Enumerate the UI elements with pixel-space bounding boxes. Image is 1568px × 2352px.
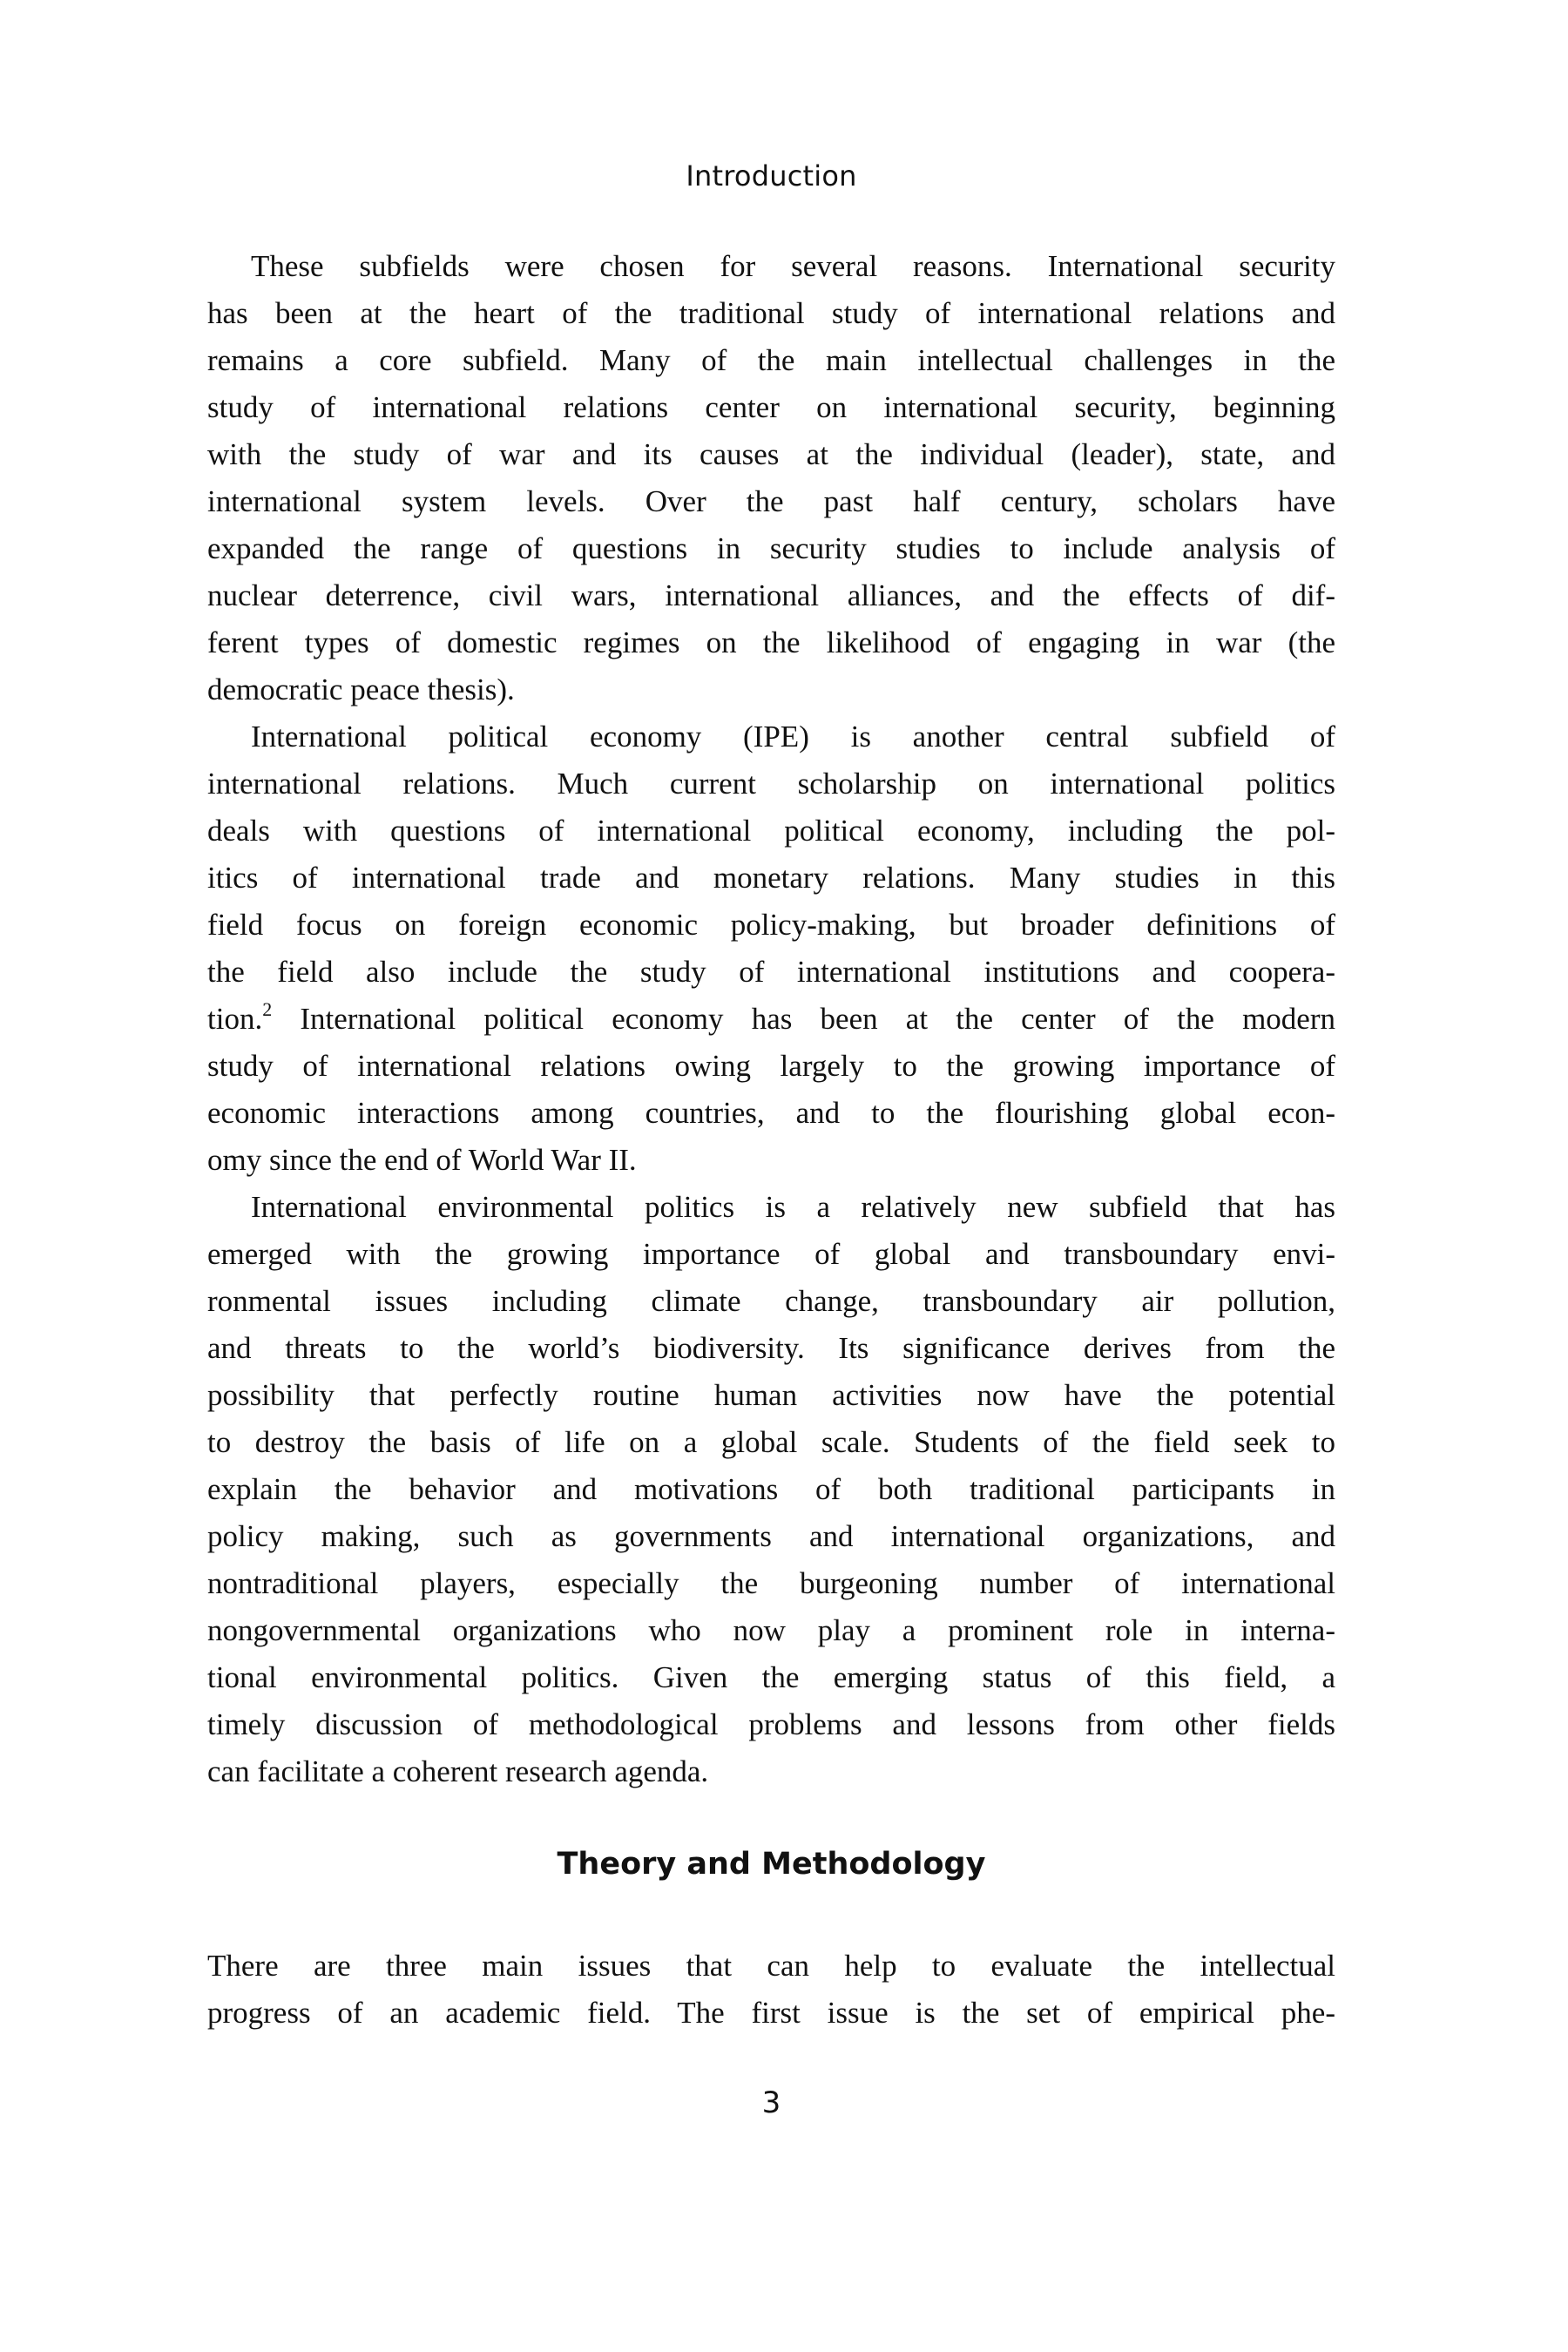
- text-line: the field also include the study of international institutions and coopera-: [207, 955, 1335, 989]
- text-line: There are three main issues that can help to evaluate the intellectual: [207, 1949, 1335, 1983]
- section-body-text: [207, 1943, 1335, 2037]
- text-line: ronmental issues including climate change, transboundary air pollution,: [207, 1284, 1335, 1318]
- text-line: to destroy the basis of life on a global scale. Students of the field seek to: [207, 1425, 1335, 1459]
- text-line: deals with questions of international political economy, including the pol-: [207, 814, 1335, 848]
- body-text: [207, 243, 1335, 1795]
- text-line: study of international relations center on international security, beginning: [207, 390, 1335, 424]
- text-line: and threats to the world’s biodiversity. Its significance derives from the: [207, 1331, 1335, 1365]
- text-line: policy making, such as governments and international organizations, and: [207, 1519, 1335, 1553]
- running-head: Introduction: [686, 159, 857, 193]
- paragraph-security: [207, 243, 1335, 713]
- text-line: remains a core subfield. Many of the main intellectual challenges in the: [207, 343, 1335, 377]
- paragraph-ipe: [207, 713, 1335, 1184]
- footnote-marker[interactable]: 2: [262, 998, 273, 1021]
- text-fragment: tion.: [207, 1002, 263, 1036]
- text-line: tional environmental politics. Given the emerging status of this field, a: [207, 1660, 1335, 1694]
- text-line: study of international relations owing largely to the growing importance of: [207, 1049, 1335, 1083]
- text-line: has been at the heart of the traditional study of international relations and: [207, 296, 1335, 330]
- text-line: progress of an academic field. The first issue is the set of empirical phe-: [207, 1996, 1335, 2030]
- text-line: emerged with the growing importance of global and transboundary envi-: [207, 1237, 1335, 1271]
- text-line: nontraditional players, especially the burgeoning number of international: [207, 1566, 1335, 1600]
- text-line: can facilitate a coherent research agenda.: [207, 1754, 709, 1788]
- text-line-with-footnote: [207, 996, 1335, 1043]
- text-line: International political economy (IPE) is another central subfield of: [251, 720, 1335, 754]
- text-line: These subfields were chosen for several reasons. International security: [251, 249, 1335, 283]
- text-line: international relations. Much current scholarship on international politics: [207, 767, 1335, 801]
- text-line: expanded the range of questions in security studies to include analysis of: [207, 531, 1335, 565]
- text-line: democratic peace thesis).: [207, 672, 515, 706]
- text-line: itics of international trade and monetary relations. Many studies in this: [207, 861, 1335, 895]
- text-line: with the study of war and its causes at the individual (leader), state, and: [207, 437, 1335, 471]
- text-line: ferent types of domestic regimes on the likelihood of engaging in war (the: [207, 625, 1335, 659]
- text-line: possibility that perfectly routine human activities now have the potential: [207, 1378, 1335, 1412]
- text-line: field focus on foreign economic policy-making, but broader definitions of: [207, 908, 1335, 942]
- text-line: international system levels. Over the past half century, scholars have: [207, 484, 1335, 518]
- text-line: International environmental politics is a relatively new subfield that has: [251, 1190, 1335, 1224]
- text-line: omy since the end of World War II.: [207, 1143, 637, 1177]
- text-line: nuclear deterrence, civil wars, international alliances, and the effects of dif-: [207, 578, 1335, 612]
- text-line: timely discussion of methodological problems and lessons from other fields: [207, 1707, 1335, 1741]
- paragraph-environmental: [207, 1184, 1335, 1795]
- page-number: 3: [761, 2085, 781, 2120]
- text-line: nongovernmental organizations who now play a prominent role in interna-: [207, 1613, 1335, 1647]
- section-heading: Theory and Methodology: [557, 1847, 986, 1882]
- text-line: economic interactions among countries, and to the flourishing global econ-: [207, 1096, 1335, 1130]
- text-fragment: International political economy has been at the center of the modern: [272, 1002, 1335, 1036]
- text-line: explain the behavior and motivations of both traditional participants in: [207, 1472, 1335, 1506]
